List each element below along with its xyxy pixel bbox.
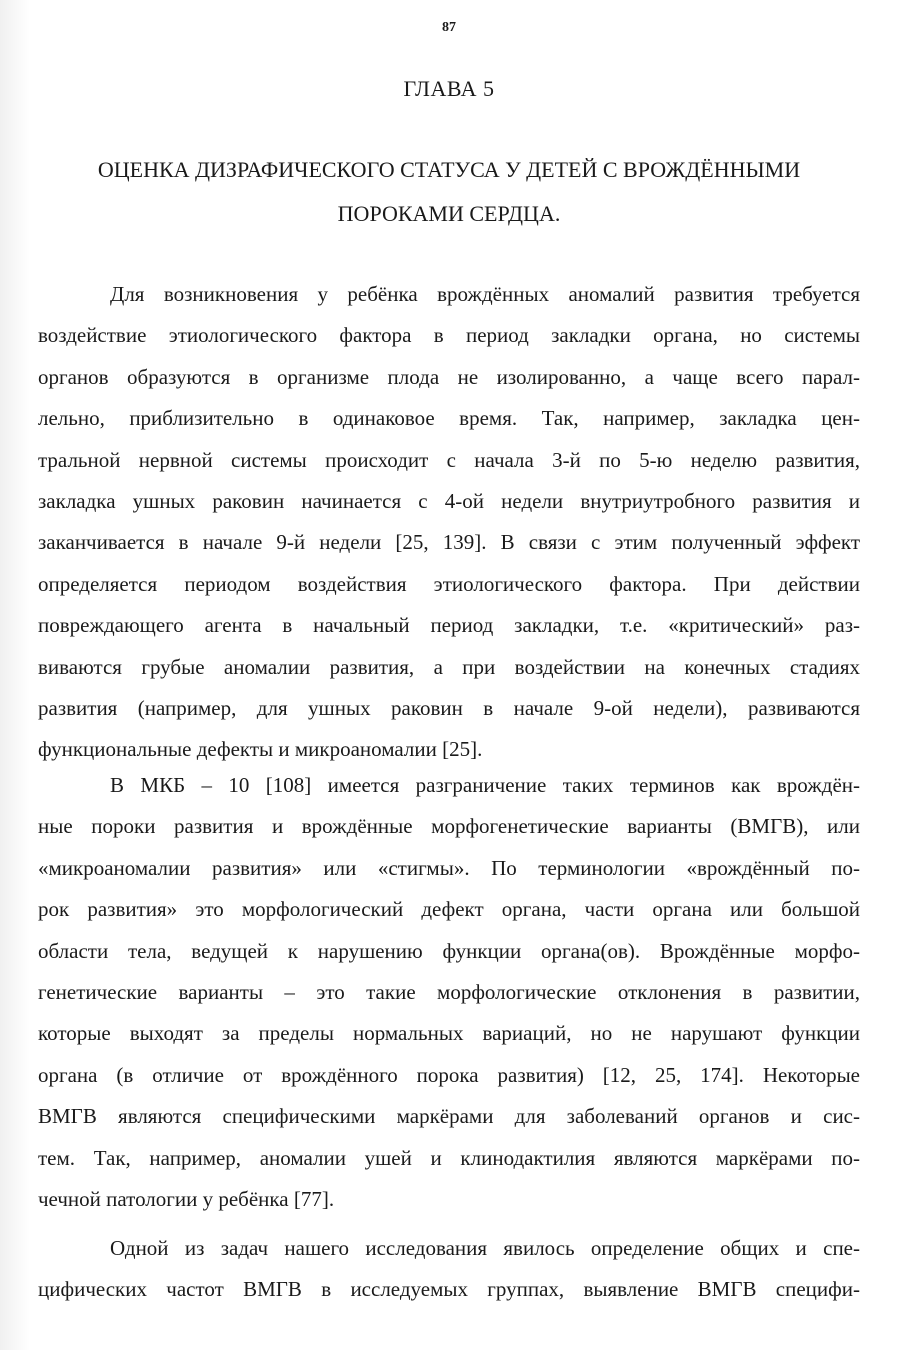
text-line: виваются грубые аномалии развития, а при воздействии на конечных стадиях: [38, 654, 860, 679]
text-line: В МКБ – 10 [108] имеется разграничение таких терминов как врождён-: [110, 773, 860, 797]
text-line: органа (в отличие от врождённого порока развития) [12, 25, 174]. Некоторые: [38, 1062, 860, 1087]
text-line: тем. Так, например, аномалии ушей и клинодактилия являются маркёрами по-: [38, 1145, 860, 1170]
text-line: функциональные дефекты и микроаномалии [25].: [38, 737, 483, 762]
paragraph-3: [38, 1228, 860, 1311]
text-line: закладка ушных раковин начинается с 4-ой недели внутриутробного развития и: [38, 489, 860, 514]
text-line: повреждающего агента в начальный период закладки, т.е. «критический» раз-: [38, 613, 860, 638]
text-line: цифических частот ВМГВ в исследуемых группах, выявление ВМГВ специфи-: [38, 1277, 860, 1302]
section-heading-line-1: ОЦЕНКА ДИЗРАФИЧЕСКОГО СТАТУСА У ДЕТЕЙ С ВРОЖДЁННЫМИ: [97, 157, 801, 182]
text-line: Для возникновения у ребёнка врождённых аномалий развития требуется: [110, 282, 860, 306]
scan-edge-shadow: [0, 0, 30, 1350]
text-line: воздействие этиологического фактора в период закладки органа, но системы: [38, 323, 860, 348]
section-heading: [40, 148, 858, 236]
text-line: лельно, приблизительно в одинаковое время. Так, например, закладка цен-: [38, 406, 860, 431]
text-line: рок развития» это морфологический дефект органа, части органа или большой: [38, 897, 860, 922]
section-heading-line-2: ПОРОКАМИ СЕРДЦА.: [337, 201, 561, 226]
text-line: области тела, ведущей к нарушению функции органа(ов). Врождённые морфо-: [38, 938, 860, 963]
chapter-title: ГЛАВА 5: [403, 76, 495, 101]
text-line: чечной патологии у ребёнка [77].: [38, 1187, 335, 1212]
paragraph-1: [38, 274, 860, 771]
text-line: генетические варианты – это такие морфологические отклонения в развитии,: [38, 980, 860, 1005]
text-line: ВМГВ являются специфическими маркёрами для заболеваний органов и сис-: [38, 1104, 860, 1129]
text-line: заканчивается в начале 9-й недели [25, 139]. В связи с этим полученный эффект: [38, 530, 860, 555]
text-line: ные пороки развития и врождённые морфогенетические варианты (ВМГВ), или: [38, 814, 860, 839]
text-line: органов образуются в организме плода не изолированно, а чаще всего парал-: [38, 364, 860, 389]
text-line: развития (например, для ушных раковин в начале 9-ой недели), развиваются: [38, 696, 860, 721]
text-line: которые выходят за пределы нормальных вариаций, но не нарушают функции: [38, 1021, 860, 1046]
paragraph-2: [38, 765, 860, 1220]
text-line: «микроаномалии развития» или «стигмы». По терминологии «врождённый по-: [38, 855, 860, 880]
text-line: тральной нервной системы происходит с начала 3-й по 5-ю неделю развития,: [38, 447, 860, 472]
page-number: 87: [442, 20, 456, 35]
text-line: определяется периодом воздействия этиологического фактора. При действии: [38, 571, 860, 596]
text-line: Одной из задач нашего исследования явилось определение общих и спе-: [110, 1236, 860, 1260]
